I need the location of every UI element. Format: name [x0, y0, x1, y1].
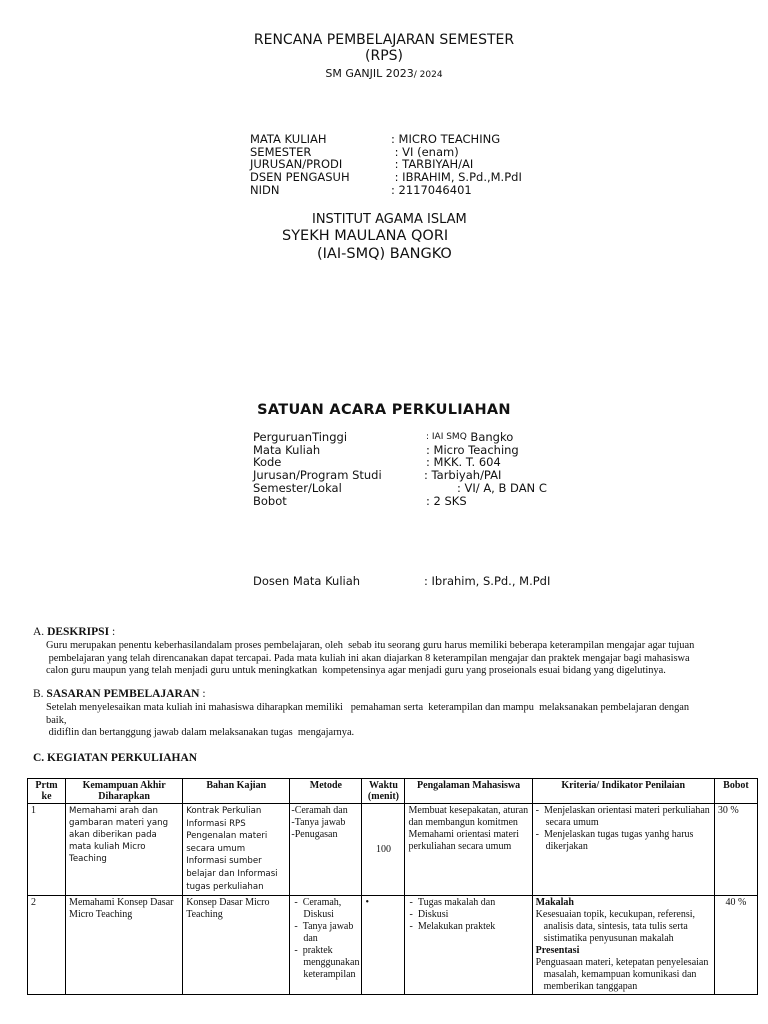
cell-kriteria — [532, 896, 714, 995]
sap-label: Jurusan/Program Studi — [253, 468, 382, 483]
semester-main: SM GANJIL 2023 — [325, 67, 414, 80]
sap-value-prefix: : IAI SMQ — [426, 432, 467, 442]
institution-line-1: INSTITUT AGAMA ISLAM — [312, 212, 467, 227]
sap-row — [253, 495, 547, 508]
header-metode: Metode — [290, 779, 362, 804]
description-line: pembelajaran yang telah direncanakan dapat tercapai. Pada mata kuliah ini akan diajarkan 8 keterampilan mengajar dan praktek mengajar bagi mahasiswa — [46, 652, 690, 664]
section-b-heading — [33, 688, 206, 700]
info-value: : IBRAHIM, S.Pd.,M.PdI — [391, 170, 522, 185]
cell-no: 2 — [28, 896, 66, 995]
header-bahan: Bahan Kajian — [183, 779, 290, 804]
cell-waktu: • — [362, 896, 405, 995]
description-line: calon guru maupun yang telah menjadi guru untuk meningkatkan kompetensinya agar menjadi guru yang proseionals esuai bidang yang digelutinya. — [46, 665, 666, 677]
pengalaman-item: - Melakukan praktek — [409, 921, 496, 932]
header-bobot: Bobot — [714, 779, 757, 804]
semester-label — [0, 67, 768, 80]
info-row — [250, 184, 522, 197]
table-row — [28, 896, 758, 995]
section-a-text — [46, 640, 746, 678]
sap-value: : 2 SKS — [426, 493, 467, 508]
kriteria-item: - Menjelaskan orientasi materi perkuliahan secara umum — [535, 805, 710, 828]
cell-waktu: 100 — [362, 804, 405, 896]
dosen-value: : Ibrahim, S.Pd., M.PdI — [424, 574, 551, 588]
info-label: SEMESTER — [250, 144, 312, 159]
description-line: Guru merupakan penentu keberhasilandalam proses pembelajaran, oleh sebab itu seorang guru harus memiliki beberapa keterampilan mengajar agar tujuan — [46, 640, 695, 651]
table-header-row — [28, 779, 758, 804]
metode-item: - Tanya jawab dan — [294, 921, 354, 944]
kriteria-makalah-text: Kesesuaian topik, kecukupan, referensi, analisis data, sintesis, tata tulis serta sistimatika penyusunan makalah — [535, 909, 696, 944]
semester-year-suffix: / 2024 — [413, 70, 443, 80]
kriteria-item: - Menjelaskan tugas tugas yanhg harus dikerjakan — [535, 829, 694, 852]
sap-info-block — [253, 431, 547, 507]
info-value: : MICRO TEACHING — [391, 132, 501, 146]
header-prtm: Prtm ke — [28, 779, 66, 804]
sap-row — [253, 482, 547, 495]
sap-row — [253, 469, 547, 482]
section-b-letter: B. — [33, 688, 44, 700]
sap-value: : VI/ A, B DAN C — [457, 480, 547, 495]
sap-label: Kode — [253, 455, 282, 470]
sap-label: PerguruanTinggi — [253, 430, 348, 444]
cell-no: 1 — [28, 804, 66, 896]
metode-item: - Ceramah, Diskusi — [294, 897, 342, 920]
cell-metode — [290, 896, 362, 995]
section-b-colon: : — [199, 688, 206, 700]
kriteria-makalah-title: Makalah — [535, 897, 574, 908]
sap-row — [253, 431, 547, 444]
sap-value: Bangko — [466, 430, 514, 444]
section-a-colon: : — [109, 626, 116, 638]
info-row — [250, 171, 522, 184]
target-line: didiflin dan bertanggung jawab dalam melaksanakan tugas mengajarnya. — [46, 727, 355, 739]
course-info-block — [250, 133, 522, 197]
sap-value: : MKK. T. 604 — [426, 455, 501, 470]
metode-item: -Ceramah dan — [291, 805, 348, 816]
cell-kemampuan: Memahami Konsep Dasar Micro Teaching — [66, 896, 183, 995]
info-value: : 2117046401 — [391, 182, 472, 197]
sap-label: Semester/Lokal — [253, 480, 342, 495]
section-a-title: DESKRIPSI — [47, 626, 110, 638]
info-row — [250, 133, 522, 146]
cell-bahan: Kontrak Perkulian Informasi RPS Pengenalan materi secara umum Informasi sumber belajar dan Informasi tugas perkuliahan — [183, 804, 290, 896]
metode-item: -Tanya jawab — [291, 817, 346, 828]
sap-value: : Tarbiyah/PAI — [424, 468, 502, 483]
info-value: : VI (enam) — [391, 144, 459, 159]
info-label: JURUSAN/PRODI — [250, 157, 343, 172]
metode-item: -Penugasan — [291, 829, 338, 840]
header-kemampuan: Kemampuan Akhir Diharapkan — [66, 779, 183, 804]
info-value: : TARBIYAH/AI — [391, 157, 474, 172]
dosen-label: Dosen Mata Kuliah — [253, 574, 361, 588]
sap-row — [253, 444, 547, 457]
cell-kriteria — [532, 804, 714, 896]
header-waktu: Waktu (menit) — [362, 779, 405, 804]
info-label: NIDN — [250, 182, 280, 197]
pengalaman-item: - Diskusi — [409, 909, 449, 920]
table-row — [28, 804, 758, 896]
cell-bobot: 30 % — [714, 804, 757, 896]
institution-line-3: (IAI-SMQ) BANGKO — [317, 246, 452, 262]
info-label: MATA KULIAH — [250, 132, 327, 146]
document-title: RENCANA PEMBELAJARAN SEMESTER — [253, 32, 515, 48]
target-line: baik, — [46, 714, 67, 726]
info-label: DSEN PENGASUH — [250, 170, 350, 185]
section-a-letter: A. — [33, 626, 45, 638]
header-pengalaman: Pengalaman Mahasiswa — [405, 779, 532, 804]
kriteria-presentasi-text: Penguasaan materi, ketepatan penyelesaian masalah, kemampuan komunikasi dan memberikan tanggapan — [535, 957, 709, 992]
kriteria-presentasi-title: Presentasi — [535, 945, 580, 956]
cell-kemampuan: Memahami arah dan gambaran materi yang akan diberikan pada mata kuliah Micro Teaching — [66, 804, 183, 896]
cell-metode — [290, 804, 362, 896]
sap-title: SATUAN ACARA PERKULIAHAN — [257, 402, 511, 418]
document-subtitle: (RPS) — [365, 48, 403, 64]
activity-table — [27, 778, 758, 995]
institution-line-2: SYEKH MAULANA QORI — [282, 228, 449, 244]
section-a-heading — [33, 626, 115, 638]
cell-pengalaman — [405, 896, 532, 995]
cell-pengalaman: Membuat kesepakatan, aturan dan membangun komitmen Memahami orientasi materi perkuliahan secara umum — [405, 804, 532, 896]
pengalaman-item: - Tugas makalah dan — [409, 897, 496, 908]
section-b-title: SASARAN PEMBELAJARAN — [46, 688, 200, 700]
section-b-text — [46, 702, 746, 740]
sap-value: : Micro Teaching — [426, 442, 519, 457]
header-kriteria: Kriteria/ Indikator Penilaian — [532, 779, 714, 804]
target-line: Setelah menyelesaikan mata kuliah ini mahasiswa diharapkan memiliki pemahaman serta keterampilan dan mampu melaksanakan pembelajaran dengan — [46, 702, 690, 713]
sap-label: Mata Kuliah — [253, 442, 321, 457]
metode-item: - praktek menggunakan keterampilan — [294, 945, 360, 980]
dosen-row — [253, 575, 550, 588]
cell-bobot: 40 % — [714, 896, 757, 995]
section-c-heading: C. KEGIATAN PERKULIAHAN — [33, 752, 198, 764]
sap-label: Bobot — [253, 493, 287, 508]
cell-bahan: Konsep Dasar Micro Teaching — [183, 896, 290, 995]
